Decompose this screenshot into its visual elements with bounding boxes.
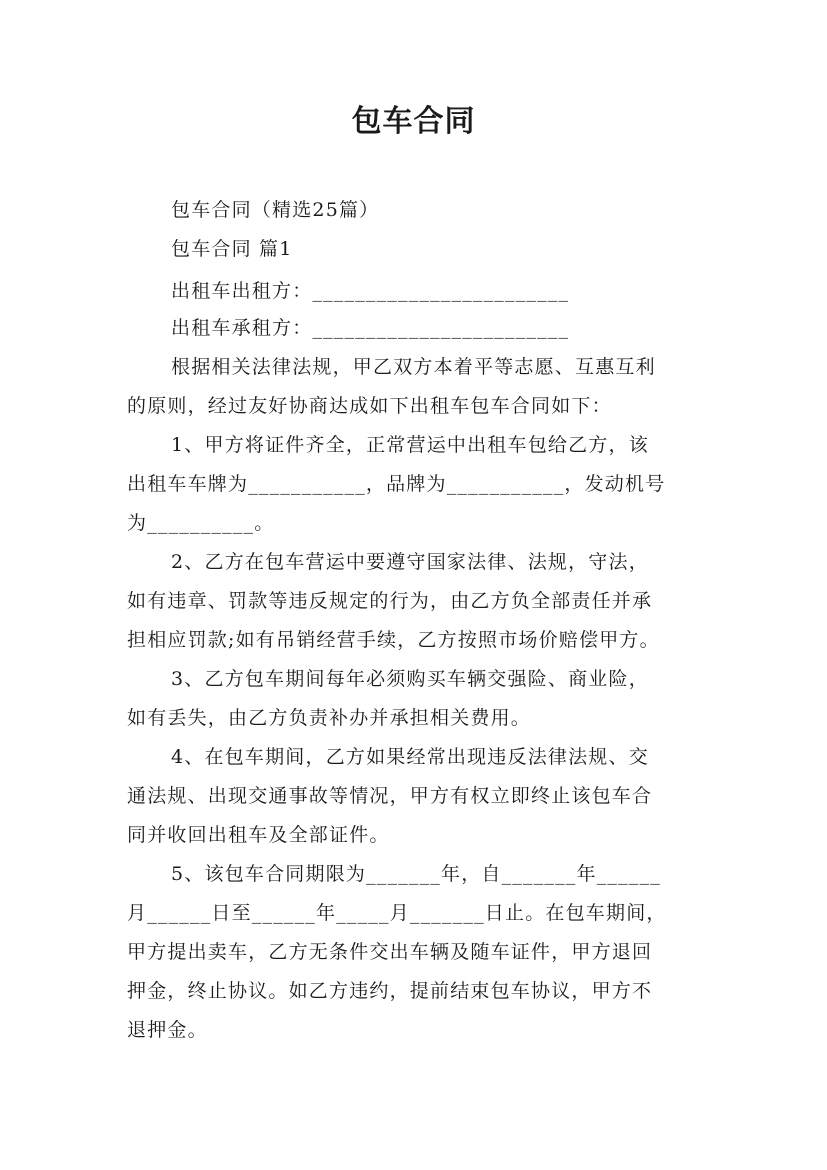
lessor-field: 出租车出租方：________________________	[171, 280, 570, 302]
clause-1-line: 为__________。	[127, 512, 275, 534]
clause-4-line: 同并收回出租车及全部证件。	[127, 824, 390, 846]
paragraph-line: 根据相关法律法规，甲乙双方本着平等志愿、互惠互利	[171, 356, 656, 378]
clause-3-line: 如有丢失，由乙方负责补办并承担相关费用。	[127, 707, 532, 729]
clause-5-line: 甲方提出卖车，乙方无条件交出车辆及随车证件，甲方退回	[127, 941, 653, 963]
clause-5-line: 5、该包车合同期限为_______年，自_______年______	[171, 863, 661, 885]
document-title: 包车合同	[351, 104, 476, 139]
clause-4-line: 4、在包车期间，乙方如果经常出现违反法律法规、交	[171, 746, 649, 768]
clause-2-line: 2、乙方在包车营运中要遵守国家法律、法规，守法，	[171, 551, 649, 573]
clause-5-line: 押金，终止协议。如乙方违约，提前结束包车协议，甲方不	[127, 980, 653, 1002]
clause-1-line: 1、甲方将证件齐全，正常营运中出租车包给乙方，该	[171, 434, 649, 456]
clause-5-line: 月______日至______年_____月_______日止。在包车期间，	[127, 902, 667, 924]
clause-4-line: 通法规、出现交通事故等情况，甲方有权立即终止该包车合	[127, 785, 653, 807]
clause-2-line: 如有违章、罚款等违反规定的行为，由乙方负全部责任并承	[127, 590, 653, 612]
section-heading: 包车合同 篇1	[171, 238, 293, 260]
lessee-field: 出租车承租方：________________________	[171, 317, 570, 339]
subtitle-line: 包车合同（精选25篇）	[171, 199, 380, 221]
clause-1-line: 出租车车牌为___________，品牌为___________，发动机号	[127, 473, 666, 495]
clause-2-line: 担相应罚款;如有吊销经营手续，乙方按照市场价赔偿甲方。	[127, 629, 660, 651]
paragraph-line: 的原则，经过友好协商达成如下出租车包车合同如下：	[127, 395, 612, 417]
clause-5-line: 退押金。	[127, 1019, 208, 1041]
clause-3-line: 3、乙方包车期间每年必须购买车辆交强险、商业险，	[171, 668, 649, 690]
